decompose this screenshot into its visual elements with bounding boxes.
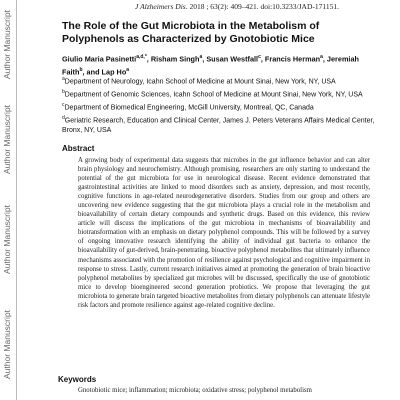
abstract-body: A growing body of experimental data suggests that microbes in the gut influence behavior and can alter brain physiology and neurochemistry. Although promising, researchers are only starting to understand the potential of the gut microbiota for use in neurological disease. Recent evidence demonstrated that gastrointestinal activities are linked to mood disorders such as anxiety, depression, and most recently, cognitive functions in age-related neurodegenerative disorders. Studies from our group and others are uncovering new evidence suggesting that the gut microbiota plays a crucial role in the metabolism and bioavailability of certain dietary compounds and synthetic drugs. Based on this evidence, this review article will discuss the implications of the gut microbiota in mechanisms of bioavailability and biotransformation with an emphasis on dietary polyphenol compounds. This will be followed by a survey of ongoing innovative research identifying the ability of individual gut bacteria to enhance the bioavailability of gut-derived, brain-penetrating, bioactive polyphenol metabolites that ultimately influence mechanisms associated with the promotion of resilience against psychological and cognitive impairment in response to stress. Lastly, current research initiatives aimed at promoting the generation of brain bioactive polyphenol metabolites by specialized gut microbes will be discussed, specifically the use of gnotobiotic mice to develop bioengineered second generation probiotics. We propose that leveraging the gut microbiota to generate brain targeted bioactive metabolites from dietary polyphenols can attenuate lifestyle risk factors and promote resilience against age-related cognitive decline.: [78, 157, 370, 309]
affiliation-d: $^d$Geriatric Research, Education and Clinical Center, James J. Peters Veterans Affairs Medical Center, Bronx, NY, USA: [62, 115, 375, 134]
side-label-4: Author Manuscript: [2, 310, 12, 380]
keywords-heading: Keywords: [58, 375, 97, 384]
journal-details: . 2018 ; 63(2): 409–421. doi:10.3233/JAD-171151.: [185, 2, 339, 11]
journal-citation: [135, 2, 395, 11]
affiliation-b: $^b$Department of Genomic Sciences, Icahn School of Medicine at Mount Sinai, New York, NY, USA: [62, 89, 363, 99]
affiliation-a: $^a$Department of Neurology, Icahn School of Medicine at Mount Sinai, New York, NY, USA: [62, 76, 336, 86]
author-list: Giulio Maria Pasinetti$^{a,d,*}$, Risham Singh$^a$, Susan Westfall$^c$, Francis Herman$^a$, Jeremiah Faith$^b$, and Lap Ho$^a$: [62, 54, 359, 77]
side-label-2: Author Manuscript: [2, 105, 12, 175]
margin-rule: [16, 0, 17, 400]
side-label-3: Author Manuscript: [2, 205, 12, 275]
abstract-heading: Abstract: [62, 144, 95, 153]
paper-title: The Role of the Gut Microbiota in the Metabolism of Polyphenols as Characterized by Gnotobiotic Mice: [62, 20, 320, 45]
affiliation-c: $^c$Department of Biomedical Engineering, McGill University, Montreal, QC, Canada: [62, 102, 314, 112]
keywords-list: Gnotobiotic mice; inflammation; microbiota; oxidative stress; polyphenol metabolism: [78, 387, 312, 394]
journal-name: J Alzheimers Dis: [135, 2, 186, 11]
side-label-1: Author Manuscript: [2, 10, 12, 80]
